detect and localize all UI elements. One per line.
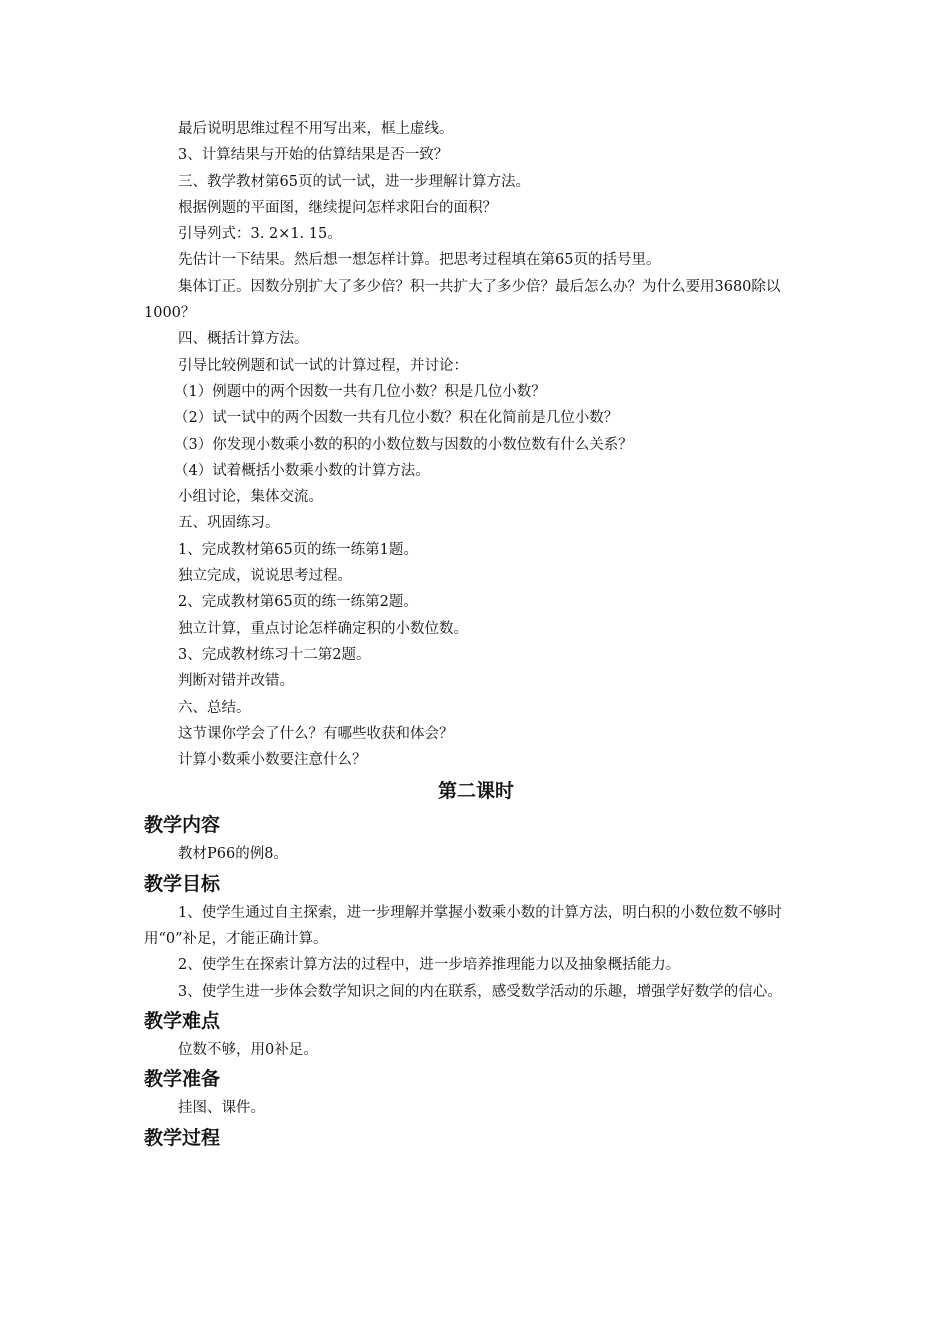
section-heading-goals: 教学目标 (144, 872, 221, 895)
text-line: 独立计算，重点讨论怎样确定积的小数位数。 (178, 620, 468, 637)
text-line: 引导比较例题和试一试的计算过程，并讨论： (178, 357, 468, 374)
content-text: 教材P66的例8。 (178, 846, 288, 863)
difficulty-text: 位数不够，用0补足。 (178, 1041, 318, 1058)
document-page (144, 116, 808, 1154)
text-paragraph: 集体订正。因数分别扩大了多少倍？积一共扩大了多少倍？最后怎么办？为什么要用3680除以1000？ (144, 278, 781, 322)
goal-item: 1、使学生通过自主探索，进一步理解并掌握小数乘小数的计算方法，明白积的小数位数不够时用“0”补足，才能正确计算。 (144, 904, 782, 948)
text-line: 独立完成，说说思考过程。 (178, 568, 352, 585)
text-line: 1、完成教材第65页的练一练第1题。 (178, 541, 418, 558)
text-line: 这节课你学会了什么？有哪些收获和体会？ (178, 725, 454, 742)
text-line: 3、计算结果与开始的估算结果是否一致？ (178, 147, 449, 164)
text-line: 最后说明思维过程不用写出来，框上虚线。 (178, 121, 454, 137)
question-item: （4）试着概括小数乘小数的计算方法。 (174, 462, 430, 479)
lesson-title: 第二课时 (437, 780, 514, 803)
section-heading-content: 教学内容 (144, 814, 221, 837)
text-line: 引导列式：3. 2×1. 15。 (178, 226, 342, 243)
text-line: 根据例题的平面图，继续提问怎样求阳台的面积？ (178, 199, 497, 216)
goal-item: 2、使学生在探索计算方法的过程中，进一步培养推理能力以及抽象概括能力。 (178, 957, 681, 974)
text-line: 先估计一下结果。然后想一想怎样计算。把思考过程填在第65页的括号里。 (178, 252, 661, 269)
goal-item: 3、使学生进一步体会数学知识之间的内在联系，感受数学活动的乐趣，增强学好数学的信心。 (178, 983, 782, 1000)
text-line: 3、完成教材练习十二第2题。 (178, 646, 371, 663)
text-line: 五、巩固练习。 (178, 515, 280, 532)
section-heading-process: 教学过程 (144, 1126, 221, 1149)
question-item: （2）试一试中的两个因数一共有几位小数？积在化简前是几位小数？ (174, 410, 619, 427)
text-line: 2、完成教材第65页的练一练第2题。 (178, 594, 418, 611)
preparation-text: 挂图、课件。 (178, 1100, 265, 1117)
text-line: 六、总结。 (178, 699, 251, 716)
text-line: 四、概括计算方法。 (178, 331, 309, 348)
text-line: 判断对错并改错。 (178, 673, 294, 690)
section-heading-difficulty: 教学难点 (144, 1009, 221, 1032)
section-heading-preparation: 教学准备 (144, 1068, 221, 1091)
question-item: （3）你发现小数乘小数的积的小数位数与因数的小数位数有什么关系？ (174, 436, 633, 453)
text-line: 计算小数乘小数要注意什么？ (178, 752, 367, 769)
text-line: 小组讨论，集体交流。 (178, 489, 323, 506)
question-item: （1）例题中的两个因数一共有几位小数？积是几位小数？ (174, 383, 546, 400)
text-line: 三、教学教材第65页的试一试，进一步理解计算方法。 (178, 173, 530, 190)
